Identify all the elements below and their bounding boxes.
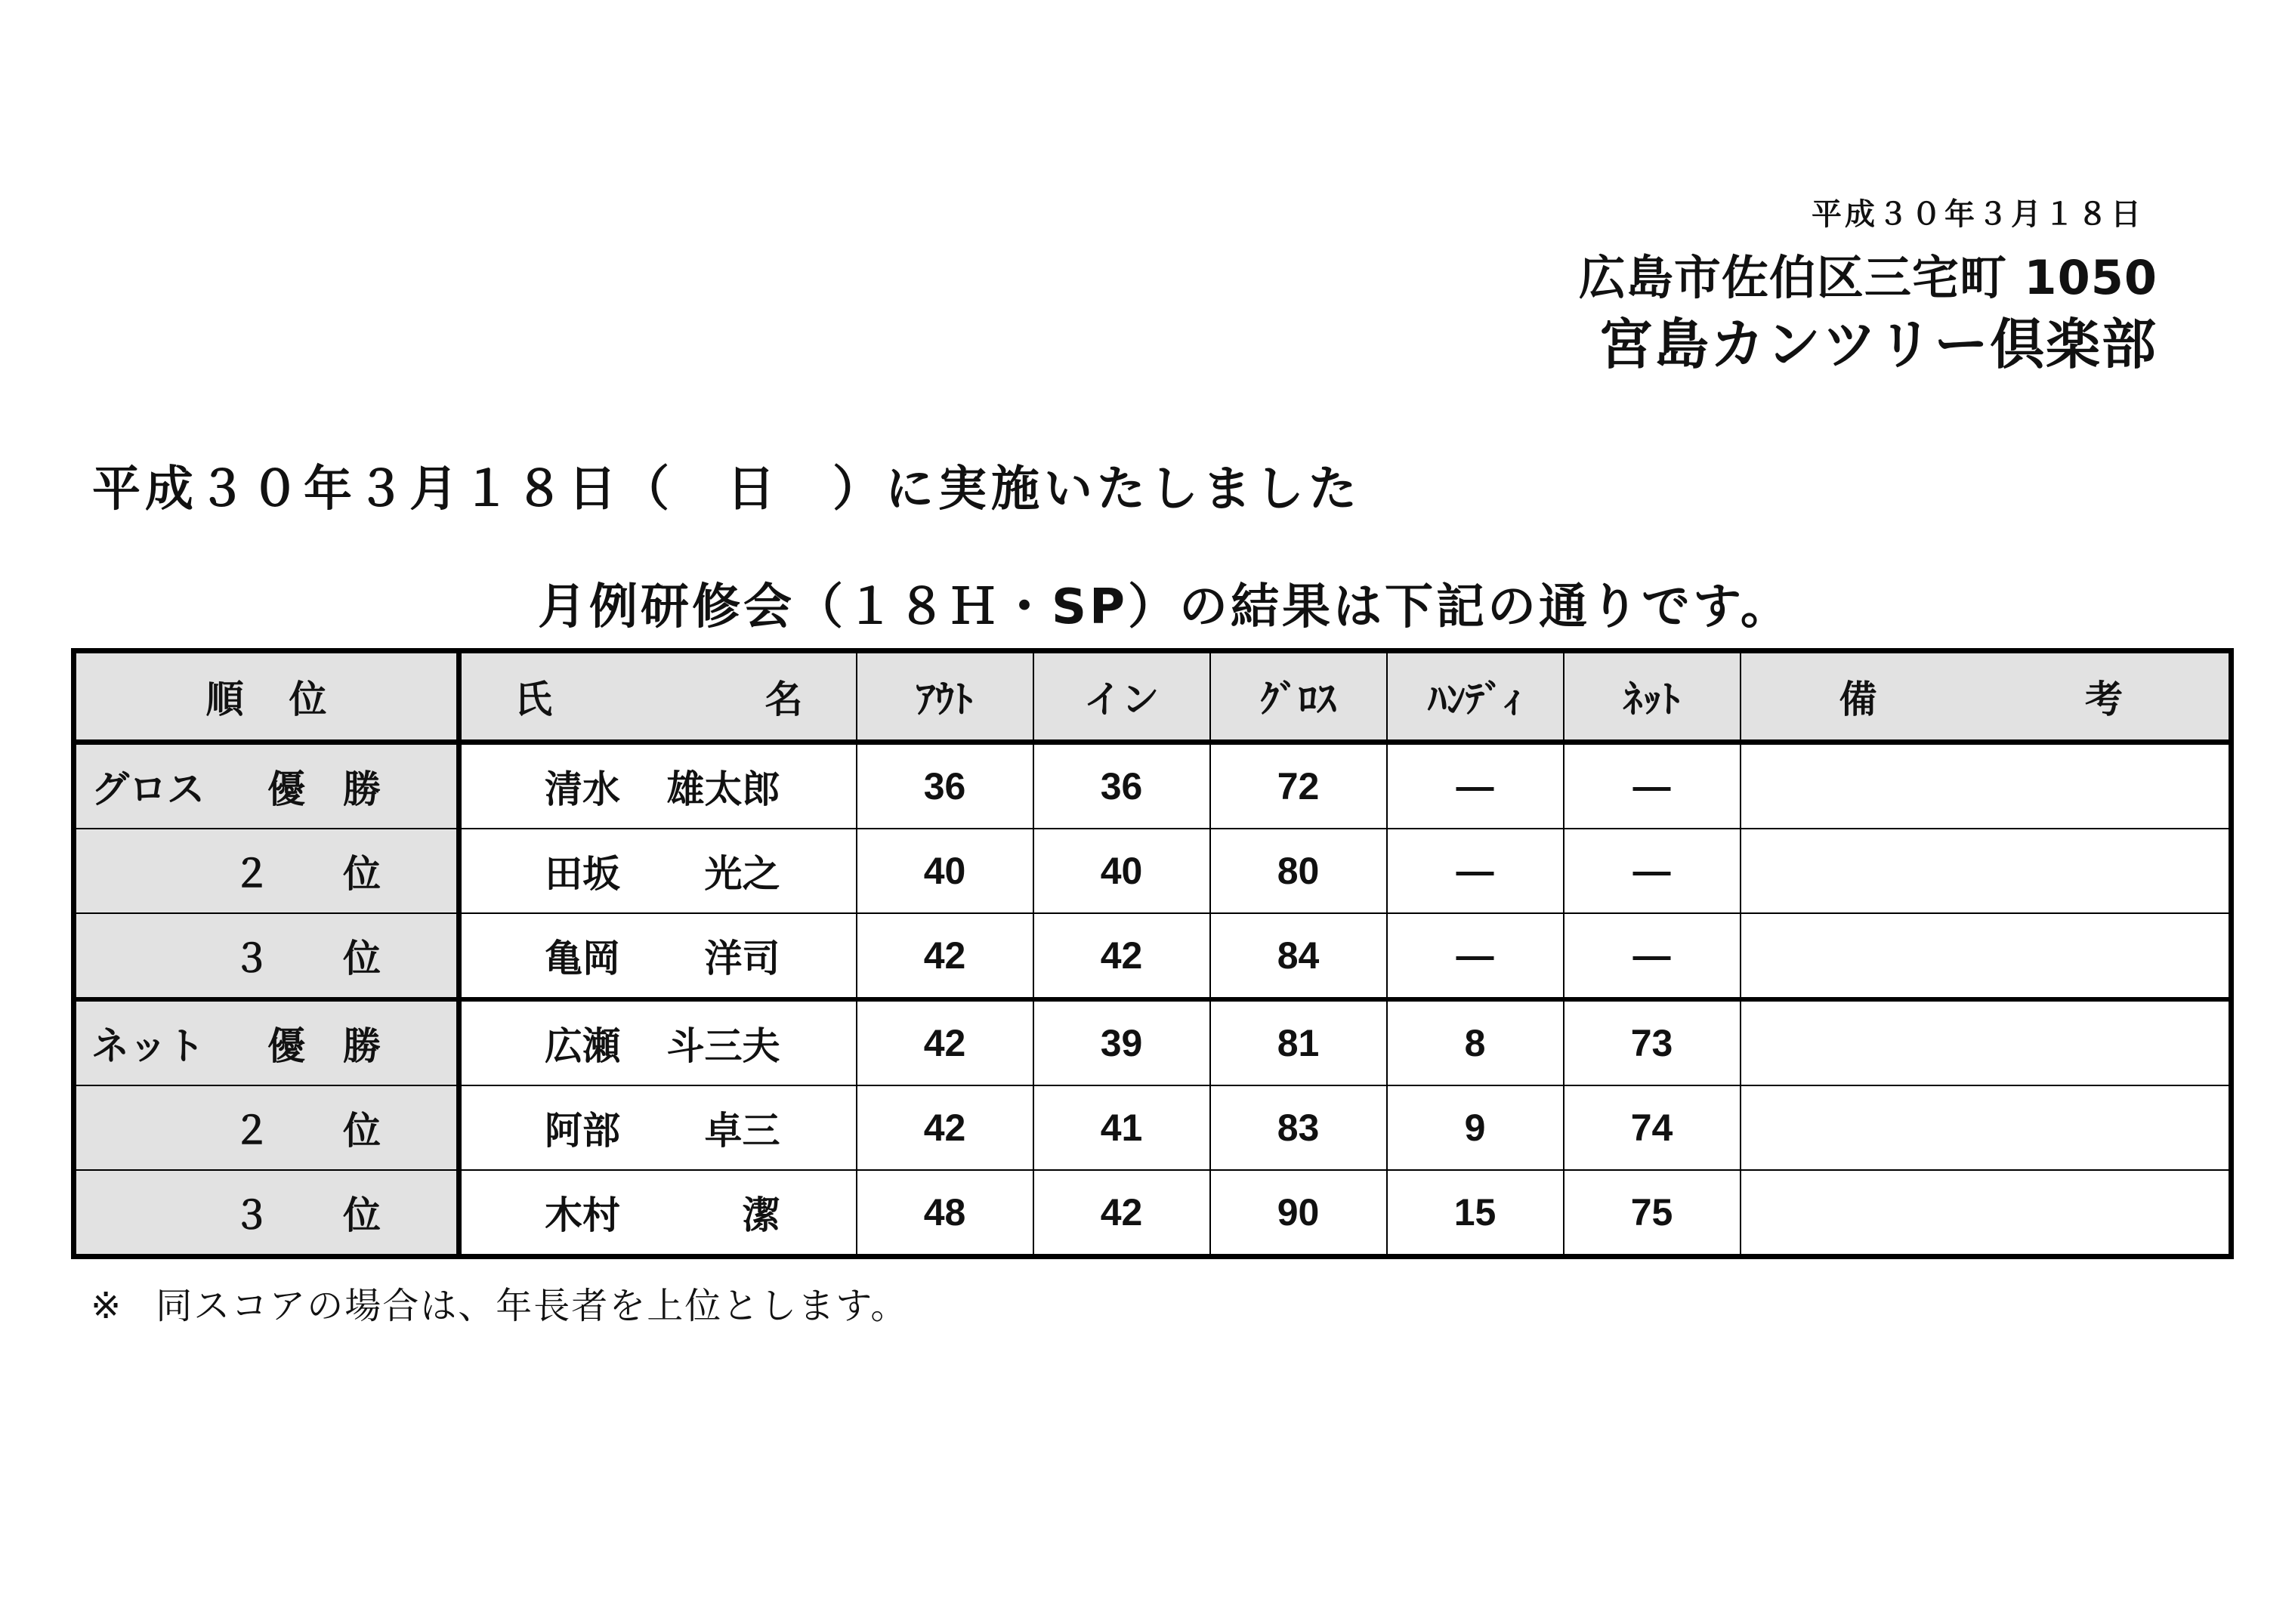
notes-cell bbox=[1741, 1170, 2232, 1257]
gross-score: 72 bbox=[1210, 743, 1387, 829]
header-notes-part: 考 bbox=[2085, 678, 2123, 721]
name-cell bbox=[459, 1085, 857, 1170]
table-row bbox=[74, 1085, 2232, 1170]
notes-cell bbox=[1741, 743, 2232, 829]
in-score: 39 bbox=[1033, 999, 1210, 1085]
name-cell bbox=[459, 829, 857, 913]
header-in: イン bbox=[1033, 651, 1210, 743]
rank-label: ２ bbox=[233, 1109, 270, 1153]
table-row bbox=[74, 829, 2232, 913]
header-name-part: 氏 bbox=[514, 678, 552, 721]
rank-cell bbox=[74, 829, 459, 913]
given-name: 洋司 bbox=[704, 937, 780, 980]
name-cell bbox=[459, 999, 857, 1085]
rank-label: 優 勝 bbox=[267, 1024, 381, 1068]
handicap: — bbox=[1387, 829, 1564, 913]
footnote bbox=[91, 1277, 908, 1329]
rank-cell bbox=[74, 999, 459, 1085]
header-handicap: ﾊﾝﾃﾞｨ bbox=[1387, 651, 1564, 743]
rank-cell bbox=[74, 913, 459, 999]
net-score: 74 bbox=[1564, 1085, 1741, 1170]
notice-line-2: 月例研修会（１８Ｈ・SP）の結果は下記の通りです。 bbox=[538, 579, 1792, 635]
given-name: 卓三 bbox=[704, 1109, 780, 1153]
in-score: 36 bbox=[1033, 743, 1210, 829]
name-cell bbox=[459, 913, 857, 999]
header-rank bbox=[74, 651, 459, 743]
notes-cell bbox=[1741, 829, 2232, 913]
rank-label: 位 bbox=[343, 1109, 381, 1153]
in-score: 42 bbox=[1033, 913, 1210, 999]
family-name: 木村 bbox=[545, 1193, 620, 1237]
header-name-part: 名 bbox=[764, 678, 803, 721]
table-row bbox=[74, 913, 2232, 999]
out-score: 48 bbox=[857, 1170, 1033, 1257]
table-row bbox=[74, 1170, 2232, 1257]
rank-label: 位 bbox=[343, 1193, 381, 1237]
handicap: 8 bbox=[1387, 999, 1564, 1085]
table-row bbox=[74, 999, 2232, 1085]
gross-score: 80 bbox=[1210, 829, 1387, 913]
header-gross: ｸﾞﾛｽ bbox=[1210, 651, 1387, 743]
net-score: 75 bbox=[1564, 1170, 1741, 1257]
reference-mark: ※ bbox=[91, 1285, 123, 1327]
rank-label: ネット bbox=[91, 1024, 205, 1068]
given-name: 光之 bbox=[704, 852, 780, 896]
rank-cell bbox=[74, 743, 459, 829]
header-out: ｱｳﾄ bbox=[857, 651, 1033, 743]
gross-score: 83 bbox=[1210, 1085, 1387, 1170]
header-net: ﾈｯﾄ bbox=[1564, 651, 1741, 743]
in-score: 42 bbox=[1033, 1170, 1210, 1257]
header-name bbox=[459, 651, 857, 743]
table-row bbox=[74, 743, 2232, 829]
net-score: — bbox=[1564, 743, 1741, 829]
rank-label: グロス bbox=[91, 767, 205, 811]
family-name: 清水 bbox=[545, 767, 620, 811]
handicap: — bbox=[1387, 913, 1564, 999]
given-name: 潔 bbox=[742, 1193, 780, 1237]
rank-label: ３ bbox=[233, 937, 270, 980]
handicap: 15 bbox=[1387, 1170, 1564, 1257]
rank-cell bbox=[74, 1170, 459, 1257]
name-cell bbox=[459, 1170, 857, 1257]
out-score: 40 bbox=[857, 829, 1033, 913]
results-table bbox=[71, 648, 2234, 1259]
header-rank-part: 位 bbox=[289, 678, 327, 721]
header-rank-part: 順 bbox=[205, 678, 244, 721]
net-score: — bbox=[1564, 913, 1741, 999]
issue-date: 平成３０年３月１８日 bbox=[1812, 197, 2144, 232]
club-address: 広島市佐伯区三宅町 1050 bbox=[1578, 250, 2158, 305]
notice-line-1: 平成３０年３月１８日（ 日 ）に実施いたしました bbox=[92, 462, 1361, 517]
family-name: 亀岡 bbox=[545, 937, 620, 980]
handicap: 9 bbox=[1387, 1085, 1564, 1170]
in-score: 41 bbox=[1033, 1085, 1210, 1170]
rank-label: 優 勝 bbox=[267, 767, 381, 811]
in-score: 40 bbox=[1033, 829, 1210, 913]
net-score: — bbox=[1564, 829, 1741, 913]
gross-score: 84 bbox=[1210, 913, 1387, 999]
header-notes bbox=[1741, 651, 2232, 743]
out-score: 42 bbox=[857, 999, 1033, 1085]
given-name: 斗三夫 bbox=[666, 1024, 780, 1068]
given-name: 雄太郎 bbox=[666, 767, 780, 811]
rank-label: 位 bbox=[343, 852, 381, 896]
gross-score: 90 bbox=[1210, 1170, 1387, 1257]
notes-cell bbox=[1741, 1085, 2232, 1170]
out-score: 36 bbox=[857, 743, 1033, 829]
rank-label: 位 bbox=[343, 937, 381, 980]
notes-cell bbox=[1741, 913, 2232, 999]
table-header-row bbox=[74, 651, 2232, 743]
family-name: 広瀬 bbox=[545, 1024, 620, 1068]
family-name: 田坂 bbox=[545, 852, 620, 896]
rank-label: ３ bbox=[233, 1193, 270, 1237]
rank-cell bbox=[74, 1085, 459, 1170]
net-score: 73 bbox=[1564, 999, 1741, 1085]
out-score: 42 bbox=[857, 913, 1033, 999]
name-cell bbox=[459, 743, 857, 829]
club-name: 宮島カンツリー倶楽部 bbox=[1598, 313, 2158, 376]
rank-label: ２ bbox=[233, 852, 270, 896]
handicap: — bbox=[1387, 743, 1564, 829]
family-name: 阿部 bbox=[545, 1109, 620, 1153]
out-score: 42 bbox=[857, 1085, 1033, 1170]
notes-cell bbox=[1741, 999, 2232, 1085]
header-notes-part: 備 bbox=[1839, 678, 1877, 721]
gross-score: 81 bbox=[1210, 999, 1387, 1085]
footnote-text: 同スコアの場合は、年長者を上位とします。 bbox=[156, 1285, 909, 1327]
